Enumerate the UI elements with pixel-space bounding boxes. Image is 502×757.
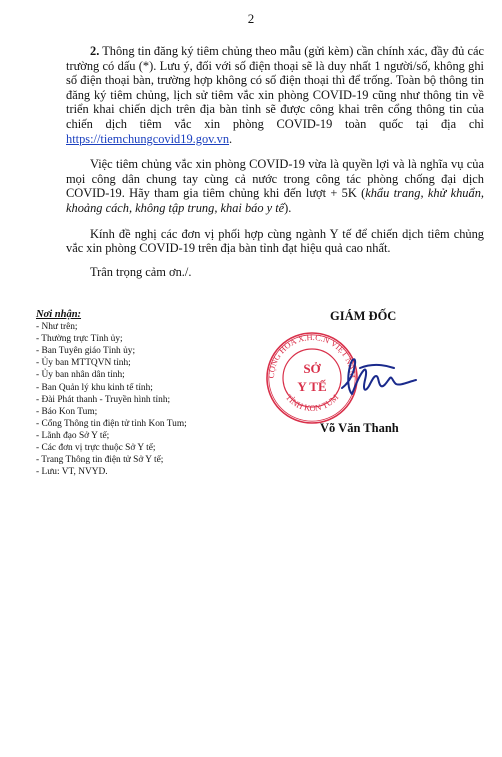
recipients-block [36, 309, 276, 478]
paragraph-registration-info [66, 44, 484, 146]
recipient-item: - Ủy ban MTTQVN tỉnh; [36, 358, 131, 369]
recipient-item: - Ban Quản lý khu kinh tế tỉnh; [36, 382, 153, 393]
official-stamp-seal [258, 324, 473, 424]
stamp-center-bottom: Y TẾ [297, 379, 327, 394]
letter-body [66, 44, 484, 290]
recipient-item: - Trang Thông tin điện tử Sở Y tế; [36, 455, 164, 466]
paragraph-coordination-request: Kính đề nghị các đơn vị phối hợp cùng ngành Y tế để chiến dịch tiêm chủng vắc xin phòng COVID-19 trên địa bàn tỉnh đạt hiệu quả cao nhất. [66, 226, 484, 256]
paragraph-vaccination-duty [66, 157, 484, 215]
signature-block [258, 306, 473, 456]
recipients-title: Nơi nhận: [36, 309, 82, 320]
5k-measures-text: khẩu trang, khử khuẩn, khoảng cách, không tập trung, khai báo y tế [66, 186, 484, 215]
paragraph-thanks: Trân trọng cảm ơn./. [90, 264, 192, 279]
page-number: 2 [247, 11, 255, 26]
paragraph-number: 2. [90, 44, 100, 58]
paragraph-text: Việc tiêm chủng vắc xin phòng COVID-19 vừa là quyền lợi và là nghĩa vụ của mọi công dân chung tay cùng cả nước trong công tác phòng chống đại dịch COVID-19. Hãy tham gia tiêm chủng khi đến lượt + 5K ( [66, 157, 484, 201]
recipient-item: - Lãnh đạo Sở Y tế; [36, 430, 110, 441]
svg-text:TỈNH KON TUM [284, 392, 341, 413]
signature-title: GIÁM ĐỐC [330, 309, 397, 323]
signer-name: Võ Văn Thanh [320, 421, 399, 435]
recipient-item: - Các đơn vị trực thuộc Sở Y tế; [36, 443, 156, 454]
recipient-item: - Ủy ban nhân dân tỉnh; [36, 370, 125, 381]
paragraph-text: Thông tin đăng ký tiêm chủng theo mẫu (gửi kèm) cần chính xác, đầy đủ các trường có dấu (*). Lưu ý, đối với số điện thoại sẽ là duy nhất 1 người/số, không ghi số điện thoại bàn, trường hợp không có số điện thoại thì để trống. Toàn bộ thông tin đăng ký tiêm chủng, lịch sử tiêm vắc xin phòng COVID-19 cũng như thông tin về triển khai chiến dịch trên địa bàn tỉnh sẽ được công khai trên cổng thông tin của chiến dịch tiêm vắc xin phòng COVID-19 toàn quốc tại địa chỉ [66, 44, 484, 131]
stamp-center-top: SỞ [303, 361, 321, 376]
recipient-item: - Đài Phát thanh - Truyền hình tỉnh; [36, 394, 171, 405]
recipient-item: - Báo Kon Tum; [36, 406, 98, 417]
paragraph-end: . [229, 131, 233, 146]
stamp-ring-top-text: CỘNG HÒA X.H.C.N VIỆT NAM [265, 331, 359, 379]
vaccination-portal-link[interactable]: https://tiemchungcovid19.gov.vn [66, 131, 230, 146]
stamp-ring-bottom-text: TỈNH KON TUM [283, 392, 341, 413]
recipient-item: - Lưu: VT, NVYD. [36, 467, 108, 478]
recipients-list [36, 321, 276, 478]
recipient-item: - Cổng Thông tin điện tử tỉnh Kon Tum; [36, 418, 187, 429]
recipient-item: - Như trên; [36, 322, 78, 333]
recipient-item: - Thường trực Tỉnh ủy; [36, 334, 123, 345]
paragraph-end: ). [284, 200, 292, 215]
recipient-item: - Ban Tuyên giáo Tỉnh ủy; [36, 346, 136, 357]
